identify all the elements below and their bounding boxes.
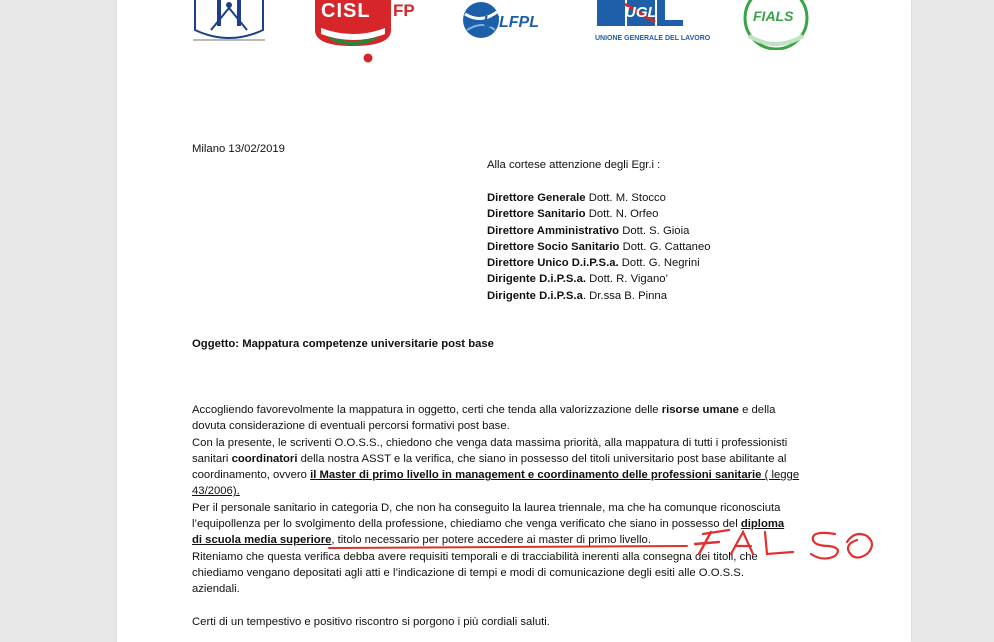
recipient-role: Direttore Sanitario [487, 208, 586, 221]
recipient-role: Direttore Generale [487, 192, 586, 204]
recipient-line [487, 223, 711, 239]
cisl-fp-text: FP [393, 1, 415, 20]
diploma-highlight-end: di scuola media superiore [192, 534, 332, 547]
annotation-text [117, 0, 118, 1]
logo-cisl-fp [313, 0, 423, 64]
logo-uilfpl [461, 0, 545, 44]
logo-fials [743, 0, 809, 50]
recipient-name: Dott. S. Gioia [622, 224, 690, 237]
body-line: Riteniamo che questa verifica debba avere requisiti temporali e di tracciabilità inerenti alla consegna dei titoli, che [192, 550, 758, 563]
salutation: Alla cortese attenzione degli Egr.i : [487, 159, 661, 171]
body-line: dovuta considerazione di eventuali percorsi formativi post base. [192, 420, 510, 433]
recipient-line [487, 271, 711, 287]
master-highlight: il Master di primo livello in management e coordinamento delle professioni sanitarie [310, 469, 762, 482]
recipient-line [487, 190, 711, 206]
recipient-line [487, 206, 711, 222]
p1-text: Accogliendo favorevolmente la mappatura in oggetto, certi che tenda alla valorizzazione delle [192, 404, 662, 416]
place-date: Milano 13/02/2019 [192, 143, 285, 155]
body-line [192, 451, 799, 467]
recipient-name: Dott. N. Orfeo [588, 208, 659, 221]
body-line: chiediamo vengano depositati agli atti e l’indicazione di tempi e modi di comunicazione degli esiti alle O.O.S.S. [192, 566, 744, 579]
recipient-name: Dott. G. Negrini [621, 257, 700, 270]
recipient-role: Direttore Unico D.i.P.S.a. [487, 257, 619, 270]
letter-body [192, 402, 799, 630]
handwritten-annotation [327, 526, 887, 566]
p2-text: coordinamento, ovvero [192, 469, 311, 482]
recipient-name: Dott. G. Cattaneo [622, 240, 711, 253]
body-line: Per il personale sanitario in categoria D, che non ha conseguito la laurea triennale, ma che ha comunque riconosciuta [192, 501, 781, 514]
recipient-name: . Dr.ssa B. Pinna [582, 289, 667, 302]
diploma-highlight: diploma [740, 518, 785, 531]
cisl-logo-text: CISL [321, 0, 371, 22]
p2-text-end: della nostra ASST e la verifica, che siano in possesso del titoli universitario post base abilitante al [297, 452, 787, 465]
law-reference: ( legge [761, 469, 800, 482]
recipient-name: Dott. R. Vigano’ [589, 273, 669, 286]
master-requirement-sentence: , titolo necessario per potere accedere ai master di primo livello. [331, 534, 651, 547]
fials-logo-text: FIALS [753, 8, 794, 24]
recipient-line [487, 239, 711, 255]
recipients-list [487, 190, 711, 304]
p2-bold: coordinatori [231, 452, 298, 465]
p1-text-end: e della [738, 404, 776, 416]
recipient-line [487, 255, 711, 271]
nursind-emblem-icon [189, 0, 269, 46]
body-line [192, 467, 799, 483]
cisl-dot-icon [364, 54, 373, 63]
recipient-role: Direttore Socio Sanitario [487, 240, 620, 253]
recipient-role: Dirigente D.i.P.S.a [487, 289, 583, 302]
logo-nursind [189, 0, 269, 46]
annotation-underline [329, 546, 687, 548]
logo-ugl [595, 0, 711, 46]
body-line: aziendali. [192, 583, 240, 596]
recipient-role: Direttore Amministrativo [487, 224, 620, 237]
p2-text: sanitari [192, 452, 232, 465]
closing-line: Certi di un tempestivo e positivo riscontro si porgono i più cordiali saluti. [192, 615, 550, 628]
recipient-name: Dott. M. Stocco [588, 192, 666, 204]
body-line-empty [192, 598, 799, 614]
recipient-line [487, 288, 711, 304]
uilfpl-logo-text: UILFPL [483, 14, 539, 31]
body-line: Con la presente, le scriventi O.O.S.S., chiedono che venga data massima priorità, alla mappatura di tutti i professionisti [192, 436, 788, 449]
ugl-logo-text: UGL [625, 4, 657, 21]
document-page [117, 0, 911, 642]
ugl-caption: UNIONE GENERALE DEL LAVORO [595, 35, 711, 42]
letter-subject: Oggetto: Mappatura competenze universitarie post base [192, 338, 494, 350]
recipient-role: Dirigente D.i.P.S.a. [487, 273, 586, 286]
body-line: 43/2006). [192, 485, 240, 498]
p3-text: l’equipollenza per lo svolgimento della professione, chiediamo che venga verificato che siano in possesso del [192, 518, 741, 531]
body-line [192, 402, 799, 418]
p1-bold: risorse umane [661, 404, 739, 416]
